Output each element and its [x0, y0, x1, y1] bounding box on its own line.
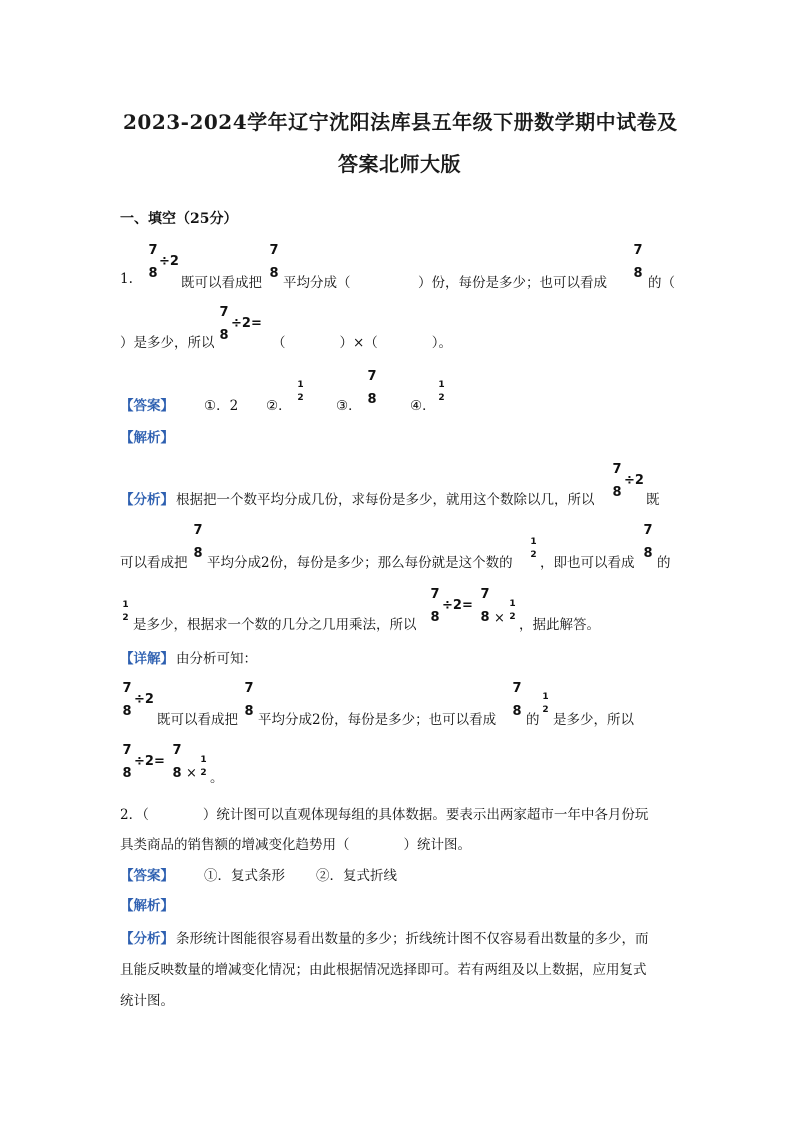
fenxi-text: 且能反映数量的增减变化情况；由此根据情况选择即可。若有两组及以上数据，应用复式	[120, 962, 647, 978]
fraction-one-half: 1 2	[122, 600, 129, 623]
fenxi-tag: 【分析】	[120, 492, 174, 508]
xiangjie-text: 是多少，所以	[553, 712, 634, 728]
fraction-one-half: 1 2	[509, 599, 516, 622]
question-text: ）是多少，所以	[120, 335, 215, 351]
fraction-seven-eighths: 7 8	[367, 369, 377, 407]
answer-tag: 【答案】	[120, 868, 174, 884]
division-operator: ÷2	[624, 473, 644, 488]
fenxi-text: 是多少，根据求一个数的几分之几用乘法，所以	[133, 617, 417, 633]
question-text: （ ）×（ ）。	[272, 335, 453, 351]
fenxi-text: 既	[646, 492, 660, 508]
xiangjie-text: 既可以看成把	[157, 712, 238, 728]
fraction-seven-eighths: 7 8	[122, 681, 132, 719]
answer-item: ③．	[336, 398, 362, 414]
fraction-seven-eighths: 7 8	[512, 681, 522, 719]
question-text: 的（	[648, 275, 675, 291]
fraction-seven-eighths: 7 8	[633, 243, 643, 281]
fraction-seven-eighths: 7 8	[430, 587, 440, 625]
fraction-seven-eighths: 7 8	[244, 681, 254, 719]
fenxi-text: 根据把一个数平均分成几份，求每份是多少，就用这个数除以几，所以	[176, 492, 595, 508]
fenxi-text: 平均分成2份，每份是多少；那么每份就是这个数的	[207, 555, 513, 571]
page-title-line1: 2023-2024学年辽宁沈阳法库县五年级下册数学期中试卷及	[123, 110, 678, 134]
question-text: 平均分成（ ）份，每份是多少；也可以看成	[283, 275, 607, 291]
fenxi-text: 条形统计图能很容易看出数量的多少；折线统计图不仅容易看出数量的多少，而	[176, 931, 649, 947]
page-title-line2: 答案北师大版	[338, 152, 461, 176]
answer-item: ②．	[266, 398, 292, 414]
xiangjie-tag: 【详解】	[120, 651, 174, 667]
answer-item: ①．2	[204, 398, 239, 414]
fraction-seven-eighths: 7 8	[612, 462, 622, 500]
fraction-seven-eighths: 7 8	[172, 743, 182, 781]
fraction-seven-eighths: 7 8	[643, 523, 653, 561]
fraction-seven-eighths: 7 8	[122, 743, 132, 781]
fenxi-text: 的	[657, 555, 671, 571]
division-operator: ÷2	[159, 254, 179, 269]
answer-item: ②．复式折线	[316, 868, 397, 884]
fraction-one-half: 1 2	[542, 692, 549, 715]
fraction-seven-eighths: 7 8	[148, 243, 158, 281]
fraction-one-half: 1 2	[200, 755, 207, 778]
question-number: 1.	[120, 271, 133, 287]
division-equation: ÷2=	[442, 598, 473, 613]
fraction-seven-eighths: 7 8	[480, 587, 490, 625]
analysis-tag: 【解析】	[120, 430, 174, 446]
analysis-tag: 【解析】	[120, 898, 174, 914]
fraction-seven-eighths: 7 8	[269, 243, 279, 281]
answer-tag: 【答案】	[120, 398, 174, 414]
question2-line1: 2．（ ）统计图可以直观体现每组的具体数据。要表示出两家超市一年中各月份玩	[120, 807, 649, 823]
fenxi-text: 统计图。	[120, 993, 174, 1009]
fenxi-text: ，即也可以看成	[540, 555, 635, 571]
fenxi-text: ，据此解答。	[519, 617, 600, 633]
fenxi-tag: 【分析】	[120, 931, 174, 947]
answer-item: ①．复式条形	[204, 868, 285, 884]
question-text: 既可以看成把	[181, 275, 262, 291]
fenxi-text: 可以看成把	[120, 555, 188, 571]
fraction-one-half: 1 2	[438, 380, 445, 403]
fraction-seven-eighths: 7 8	[193, 523, 203, 561]
xiangjie-text: 。	[210, 770, 224, 786]
division-equation: ÷2=	[231, 316, 262, 331]
question2-line2: 具类商品的销售额的增减变化趋势用（ ）统计图。	[120, 837, 471, 853]
xiangjie-text: 由分析可知：	[176, 651, 257, 667]
fraction-one-half: 1 2	[530, 537, 537, 560]
division-operator: ÷2	[134, 692, 154, 707]
times-operator: ×	[494, 611, 505, 626]
answer-item: ④．	[410, 398, 436, 414]
section-heading: 一、填空（25分）	[120, 211, 238, 227]
fraction-seven-eighths: 7 8	[219, 305, 229, 343]
division-equation: ÷2=	[134, 754, 165, 769]
times-operator: ×	[186, 766, 197, 781]
xiangjie-text: 平均分成2份，每份是多少；也可以看成	[258, 712, 497, 728]
xiangjie-text: 的	[526, 712, 540, 728]
fraction-one-half: 1 2	[297, 380, 304, 403]
